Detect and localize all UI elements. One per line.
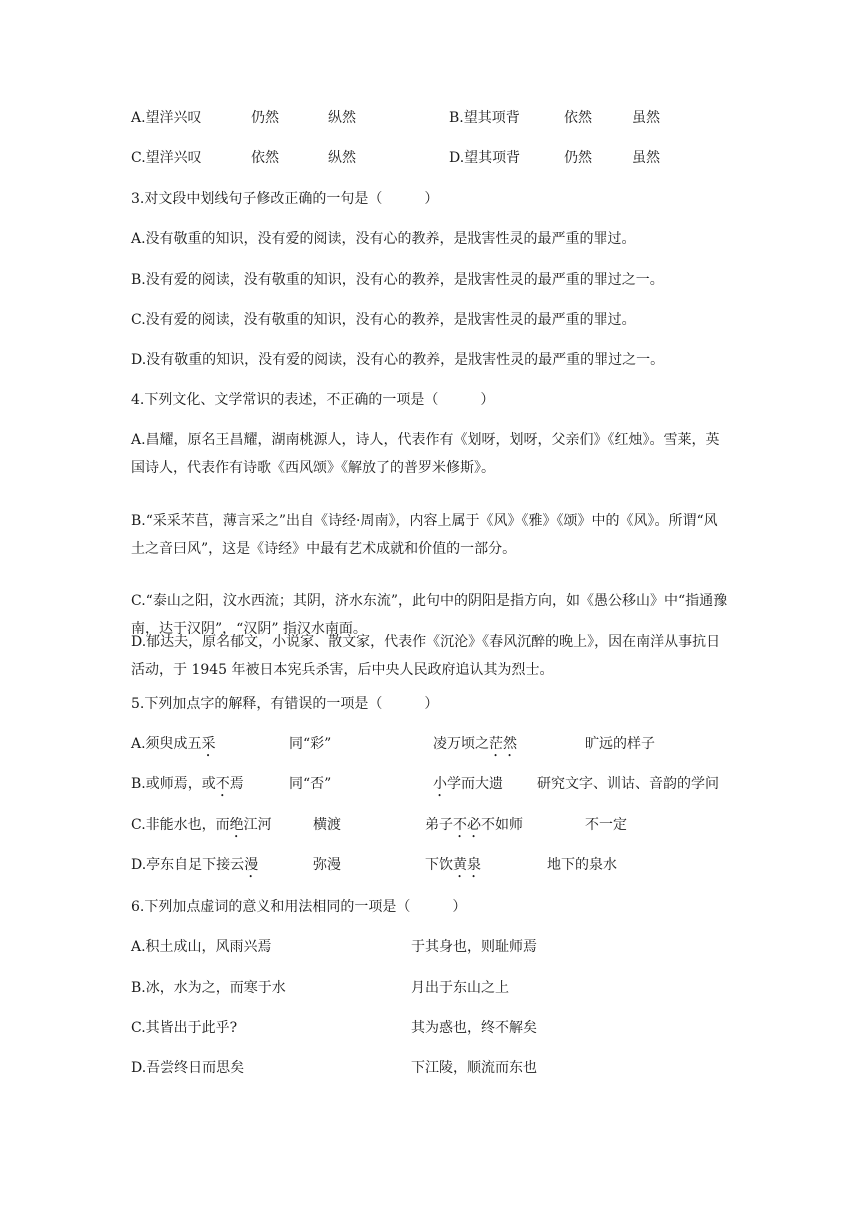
q5-option-c-phrase2: 弟子不必不如师 [425, 817, 523, 833]
q5-option-c-dotted2: 不必 [453, 817, 481, 833]
q5-option-a-dotted2: 茫然 [489, 736, 517, 752]
q6-option-d-right: 下江陵，顺流而东也 [411, 1060, 537, 1076]
q3-option-a: A.没有敬重的知识，没有爱的阅读，没有心的教养，是戕害性灵的最严重的罪过。 [131, 231, 636, 247]
q4-option-b: B.“采采芣苢，薄言采之”出自《诗经·周南》，内容上属于《风》《雅》《颂》中的《风》。所谓“风土之音曰风”，这是《诗经》中最有艺术成就和价值的一部分。 [131, 513, 718, 557]
q4-stem: 4.下列文化、文学常识的表述，不正确的一项是（ ） [131, 392, 495, 408]
q5-option-c-gloss: 横渡 [313, 817, 341, 833]
q4-option-d: D.郁达夫，原名郁文，小说家、散文家，代表作《沉沦》《春风沉醉的晚上》，因在南洋从事抗日活动，于 1945 年被日本宪兵杀害，后中央人民政府追认其为烈士。 [131, 634, 721, 678]
q5-option-b-phrase: B.或师焉，或不焉 [131, 776, 244, 792]
q5-option-d-dotted: 漫 [244, 857, 259, 873]
q6-option-b-right: 月出于东山之上 [411, 980, 509, 996]
q5-option-d-dotted2: 黄泉 [453, 857, 481, 873]
q6-stem: 6.下列加点虚词的意义和用法相同的一项是（ ） [131, 899, 467, 915]
q2-option-b-word1: 依然 [564, 110, 592, 126]
q2-option-b-label: B.望其项背 [449, 110, 520, 126]
q6-option-d-left: D.吾尝终日而思矣 [131, 1060, 245, 1076]
q6-option-c-right: 其为惑也，终不解矣 [411, 1020, 537, 1036]
q5-option-a-gloss: 同“彩” [289, 736, 332, 752]
q3-stem: 3.对文段中划线句子修改正确的一句是（ ） [131, 191, 439, 207]
q5-option-b-gloss: 同“否” [289, 776, 332, 792]
q6-option-b-left: B.冰，水为之，而寒于水 [131, 980, 286, 996]
q5-option-a-gloss2: 旷远的样子 [585, 736, 655, 752]
q2-option-a-word2: 纵然 [328, 110, 356, 126]
q2-option-d-word1: 仍然 [564, 150, 592, 166]
q6-option-a-left: A.积土成山，风雨兴焉 [131, 939, 272, 955]
q5-option-d-gloss: 弥漫 [313, 857, 341, 873]
q5-option-a-phrase2: 凌万顷之茫然 [433, 736, 517, 752]
q5-option-d-gloss2: 地下的泉水 [547, 857, 617, 873]
q2-option-d-word2: 虽然 [632, 150, 660, 166]
q6-option-a-right: 于其身也，则耻师焉 [411, 939, 537, 955]
q2-option-a-word1: 仍然 [251, 110, 279, 126]
q2-option-d-label: D.望其项背 [449, 150, 521, 166]
q5-option-a-dotted: 采 [201, 736, 216, 752]
q5-stem: 5.下列加点字的解释，有错误的一项是（ ） [131, 696, 439, 712]
q5-option-d-phrase: D.亭东自足下接云漫 [131, 857, 259, 873]
q2-option-c-label: C.望洋兴叹 [131, 150, 202, 166]
q5-option-b-dotted2: 小 [433, 776, 447, 792]
q2-option-b-word2: 虽然 [632, 110, 660, 126]
q3-option-b: B.没有爱的阅读，没有敬重的知识，没有心的教养，是戕害性灵的最严重的罪过之一。 [131, 272, 664, 288]
q4-option-c: C.“泰山之阳，汶水西流；其阴，济水东流”，此句中的阴阳是指方向，如《愚公移山》中“指通豫南，达于汉阴”，“汉阴” 指汉水南面。 [131, 593, 728, 637]
q5-option-a-phrase: A.须臾成五采 [131, 736, 216, 752]
q3-option-c: C.没有爱的阅读，没有敬重的知识，没有心的教养，是戕害性灵的最严重的罪过。 [131, 312, 636, 328]
q2-option-c-word1: 依然 [251, 150, 279, 166]
q4-option-a: A.昌耀，原名王昌耀，湖南桃源人，诗人，代表作有《划呀，划呀，父亲们》《红烛》。雪莱，英国诗人，代表作有诗歌《西风颂》《解放了的普罗米修斯》。 [131, 432, 720, 476]
q2-option-a-label: A.望洋兴叹 [131, 110, 202, 126]
q3-option-d: D.没有敬重的知识，没有爱的阅读，没有心的教养，是戕害性灵的最严重的罪过之一。 [131, 352, 665, 368]
q5-option-c-phrase: C.非能水也，而绝江河 [131, 817, 272, 833]
q5-option-b-gloss2: 研究文字、训诂、音韵的学问 [537, 776, 719, 792]
q5-option-b-dotted: 不 [215, 776, 230, 792]
q5-option-b-phrase2: 小学而大遗 [433, 776, 503, 792]
q5-option-c-gloss2: 不一定 [585, 817, 627, 833]
q2-option-c-word2: 纵然 [328, 150, 356, 166]
q6-option-c-left: C.其皆出于此乎? [131, 1020, 238, 1036]
q5-option-d-phrase2: 下饮黄泉 [425, 857, 481, 873]
q5-option-c-dotted: 绝 [229, 817, 244, 833]
